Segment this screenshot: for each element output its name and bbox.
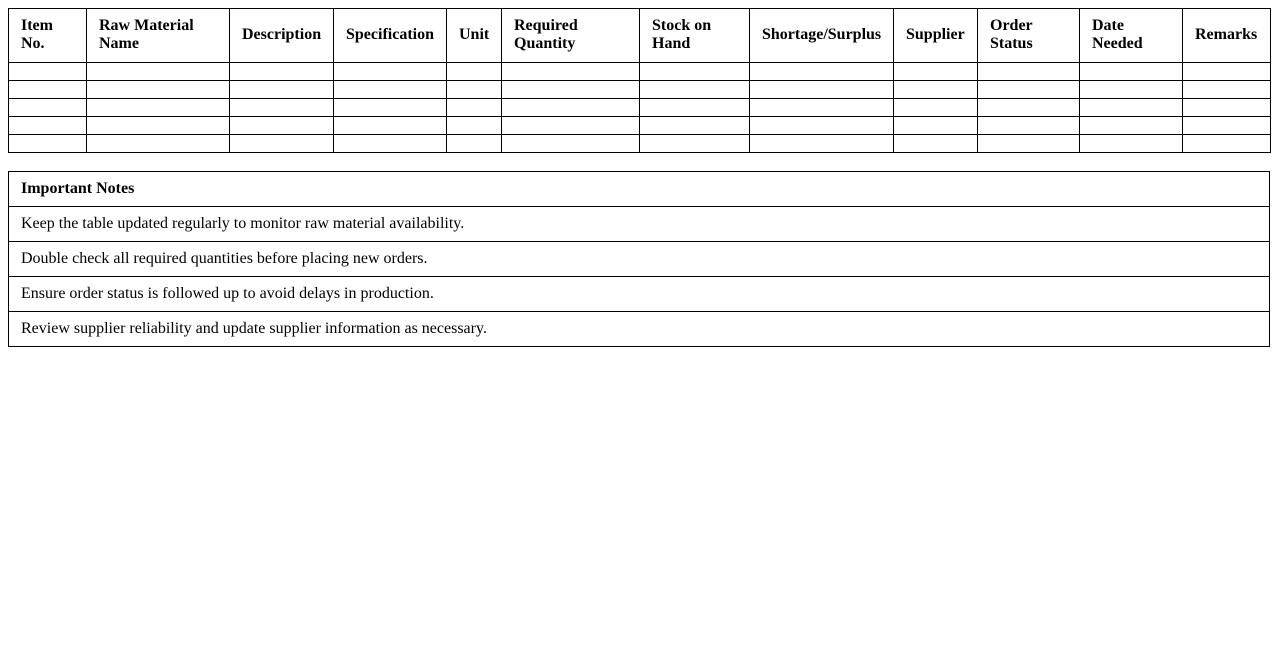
column-header-required-quantity: Required Quantity bbox=[502, 9, 640, 63]
note-text: Double check all required quantities before placing new orders. bbox=[9, 242, 1270, 277]
table-cell[interactable] bbox=[640, 135, 750, 153]
table-cell[interactable] bbox=[894, 81, 978, 99]
raw-materials-table bbox=[8, 8, 1271, 153]
table-cell[interactable] bbox=[334, 135, 447, 153]
table-row bbox=[9, 99, 1271, 117]
table-cell[interactable] bbox=[334, 99, 447, 117]
note-row bbox=[9, 207, 1270, 242]
table-cell[interactable] bbox=[750, 81, 894, 99]
table-cell[interactable] bbox=[750, 117, 894, 135]
table-cell[interactable] bbox=[87, 63, 230, 81]
table-cell[interactable] bbox=[1080, 81, 1183, 99]
table-cell[interactable] bbox=[750, 63, 894, 81]
table-cell[interactable] bbox=[447, 135, 502, 153]
table-cell[interactable] bbox=[640, 117, 750, 135]
table-cell[interactable] bbox=[230, 135, 334, 153]
notes-heading: Important Notes bbox=[9, 172, 1270, 207]
table-row bbox=[9, 135, 1271, 153]
table-cell[interactable] bbox=[230, 99, 334, 117]
column-header-item-no: Item No. bbox=[9, 9, 87, 63]
table-cell[interactable] bbox=[447, 99, 502, 117]
table-cell[interactable] bbox=[640, 63, 750, 81]
table-cell[interactable] bbox=[1080, 135, 1183, 153]
table-header-row bbox=[9, 9, 1271, 63]
notes-heading-row bbox=[9, 172, 1270, 207]
table-cell[interactable] bbox=[9, 117, 87, 135]
note-row bbox=[9, 242, 1270, 277]
table-cell[interactable] bbox=[447, 81, 502, 99]
table-cell[interactable] bbox=[9, 63, 87, 81]
table-cell[interactable] bbox=[230, 63, 334, 81]
table-cell[interactable] bbox=[978, 117, 1080, 135]
table-cell[interactable] bbox=[894, 135, 978, 153]
note-text: Keep the table updated regularly to monitor raw material availability. bbox=[9, 207, 1270, 242]
column-header-date-needed: Date Needed bbox=[1080, 9, 1183, 63]
column-header-description: Description bbox=[230, 9, 334, 63]
table-cell[interactable] bbox=[9, 99, 87, 117]
table-cell[interactable] bbox=[894, 117, 978, 135]
column-header-specification: Specification bbox=[334, 9, 447, 63]
table-body bbox=[9, 63, 1271, 153]
table-cell[interactable] bbox=[750, 135, 894, 153]
column-header-shortage-surplus: Shortage/Surplus bbox=[750, 9, 894, 63]
document-body bbox=[8, 8, 1270, 347]
table-cell[interactable] bbox=[502, 63, 640, 81]
table-cell[interactable] bbox=[334, 117, 447, 135]
table-cell[interactable] bbox=[230, 117, 334, 135]
column-header-raw-material-name: Raw Material Name bbox=[87, 9, 230, 63]
table-cell[interactable] bbox=[502, 117, 640, 135]
table-cell[interactable] bbox=[978, 135, 1080, 153]
table-row bbox=[9, 63, 1271, 81]
table-cell[interactable] bbox=[502, 135, 640, 153]
table-cell[interactable] bbox=[894, 99, 978, 117]
table-cell[interactable] bbox=[87, 81, 230, 99]
column-header-supplier: Supplier bbox=[894, 9, 978, 63]
table-cell[interactable] bbox=[978, 81, 1080, 99]
note-text: Ensure order status is followed up to avoid delays in production. bbox=[9, 277, 1270, 312]
table-cell[interactable] bbox=[894, 63, 978, 81]
table-cell[interactable] bbox=[978, 63, 1080, 81]
table-row bbox=[9, 81, 1271, 99]
table-cell[interactable] bbox=[447, 63, 502, 81]
note-row bbox=[9, 312, 1270, 347]
table-cell[interactable] bbox=[1080, 63, 1183, 81]
table-cell[interactable] bbox=[978, 99, 1080, 117]
table-cell[interactable] bbox=[1080, 117, 1183, 135]
table-cell[interactable] bbox=[640, 99, 750, 117]
table-cell[interactable] bbox=[230, 81, 334, 99]
table-cell[interactable] bbox=[1183, 81, 1271, 99]
table-cell[interactable] bbox=[334, 63, 447, 81]
column-header-stock-on-hand: Stock on Hand bbox=[640, 9, 750, 63]
note-row bbox=[9, 277, 1270, 312]
table-cell[interactable] bbox=[640, 81, 750, 99]
table-cell[interactable] bbox=[502, 99, 640, 117]
table-cell[interactable] bbox=[1183, 63, 1271, 81]
table-cell[interactable] bbox=[447, 117, 502, 135]
table-cell[interactable] bbox=[334, 81, 447, 99]
table-row bbox=[9, 117, 1271, 135]
table-cell[interactable] bbox=[750, 99, 894, 117]
note-text: Review supplier reliability and update supplier information as necessary. bbox=[9, 312, 1270, 347]
table-cell[interactable] bbox=[87, 135, 230, 153]
table-cell[interactable] bbox=[9, 81, 87, 99]
column-header-unit: Unit bbox=[447, 9, 502, 63]
table-cell[interactable] bbox=[87, 99, 230, 117]
table-cell[interactable] bbox=[9, 135, 87, 153]
table-cell[interactable] bbox=[87, 117, 230, 135]
table-cell[interactable] bbox=[1183, 99, 1271, 117]
table-cell[interactable] bbox=[1080, 99, 1183, 117]
important-notes-table bbox=[8, 171, 1270, 347]
column-header-remarks: Remarks bbox=[1183, 9, 1271, 63]
column-header-order-status: Order Status bbox=[978, 9, 1080, 63]
table-cell[interactable] bbox=[1183, 117, 1271, 135]
table-cell[interactable] bbox=[1183, 135, 1271, 153]
table-cell[interactable] bbox=[502, 81, 640, 99]
